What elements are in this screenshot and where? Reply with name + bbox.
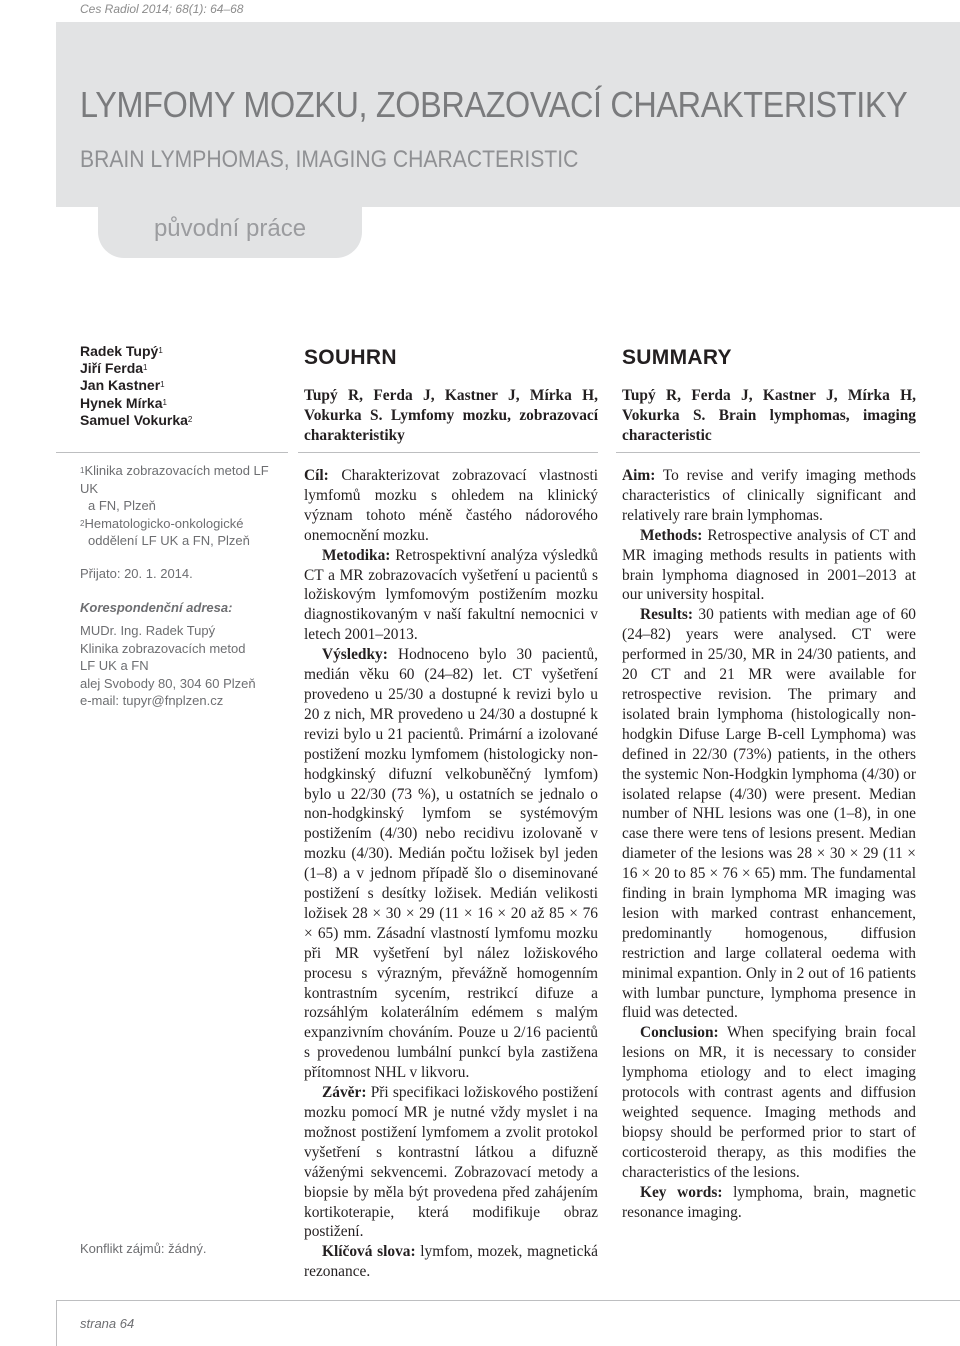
author: Jiří Ferda$^1$ xyxy=(80,360,148,377)
journal-reference: Ces Radiol 2014; 68(1): 64–68 xyxy=(80,2,244,16)
abstract-paragraph: Methods: Retrospective analysis of CT and MR imaging methods results in patients with brain lymphoma diagnosed in 2001–2013 at our university hospital. xyxy=(622,526,916,604)
souhrn-abstract xyxy=(304,466,598,1282)
abstract-paragraph: Výsledky: Hodnoceno bylo 30 pacientů, medián věku 60 (24–82) let. CT vyšetření provedeno u 25/30 a dostupné k revizi bylo u 20 z nich, MR provedeno u 24/30 a dostupné k revizi bylo u 21 pacientů. Primární a izolované postižení mozku lymfomem (histologicky non-hodgkinský difuzní velkobuněčný lymfom) bylo u 22/30 (73 %), u ostatních se jednalo o non-hodgkinský lymfom se systémovým postižením (4/30) nebo recidivu izolovaně v mozku (4/30). Medián počtu ložisek byl jeden (1–8) a v jednom případě šlo o diseminované postižení s desítky ložisek. Medián velikosti ložisek 28 × 30 × 29 (11 × 16 × 20 až 85 × 76 × 65) mm. Zásadní vlastností lymfomu mozku při MR vyšetření byl nález ložiskového procesu s výrazným, převážně homogenním kontrastním sycením, restrikcí difuze a rozsáhlým kolaterálním edémem s malým expanzivním chováním. Pouze u 2/16 pacientů s provedenou lumbální punkcí byla zastižena přítomnost NHL v likvoru. xyxy=(304,646,598,1082)
author-list xyxy=(80,343,192,429)
author: Jan Kastner$^1$ xyxy=(80,377,165,394)
page-number: strana 64 xyxy=(80,1316,135,1331)
correspondence-address: MUDr. Ing. Radek Tupý Klinika zobrazovacích metod LF UK a FN alej Svobody 80, 304 60 Plzeň e-mail: tupyr@fnplzen.cz xyxy=(80,623,256,708)
abstract-paragraph: Conclusion: When specifying brain focal lesions on MR, it is necessary to consider lymphoma etiology and to elect imaging protocols with contrast agents and diffusion weighted sequence. Imaging methods and biopsy should be performed prior to start of corticosteroid therapy, as this modifies the characteristics of the lesions. xyxy=(622,1024,916,1181)
divider xyxy=(616,452,920,453)
affiliation-line: a FN, Plzeň xyxy=(88,498,156,513)
abstract-paragraph: Závěr: Při specifikaci ložiskového postižení mozku pomocí MR je nutné vždy myslet i na možnost postižení lymfomem a zvolit protokol vyšetření s kontrastní látkou a difuzně váženými sekvencemi. Zobrazovací metody a biopsie by měla být provedena před zahájením kortikoterapie, která modifikuje obraz postižení. xyxy=(304,1084,598,1241)
footer-divider xyxy=(56,1300,960,1301)
abstract-paragraph: Metodika: Retrospektivní analýza výsledků CT a MR zobrazovacích vyšetření u pacientů s ložiskovým lymfomovým postižením mozku diagnostikovaným v naší fakultní nemocnici v letech 2001–2013. xyxy=(304,546,598,644)
author: Radek Tupý$^1$ xyxy=(80,343,163,359)
received-date: Přijato: 20. 1. 2014. xyxy=(80,566,193,581)
souhrn-heading: SOUHRN xyxy=(304,346,397,369)
divider xyxy=(56,452,288,453)
author: Hynek Mírka$^1$ xyxy=(80,394,167,411)
article-type-label: původní práce xyxy=(153,215,307,242)
abstract-paragraph: Key words: lymphoma, brain, magnetic resonance imaging. xyxy=(622,1183,916,1221)
affiliation: $^1$Klinika zobrazovacích metod LF UK xyxy=(80,463,269,496)
abstract-paragraph: Aim: To revise and verify imaging methods characteristics of clinically significant and relatively rare brain lymphomas. xyxy=(622,467,916,524)
summary-abstract xyxy=(622,466,916,1222)
author: Samuel Vokurka$^2$ xyxy=(80,411,193,428)
article-title-english: BRAIN LYMPHOMAS, IMAGING CHARACTERISTIC xyxy=(80,146,579,173)
souhrn-citation: Tupý R, Ferda J, Kastner J, Mírka H, Vokurka S. Lymfomy mozku, zobrazovací charakteristiky xyxy=(304,387,598,444)
abstract-paragraph: Results: 30 patients with median age of 60 (24–82) years were analysed. CT were performed in 25/30, MR in 24/30 patients, and 20 CT and 21 MR were available for retrospective revision. The primary and isolated brain lymphoma (histologically non-hodgkin Difuse Large B-cell Lymphoma) was defined in 22/30 (73%) patients, in the others the systemic Non-Hodgkin lymphoma (4/30) or isolated relapse (4/30) were present. Median number of NHL lesions was one (1–8), in one case there were tens of lesions present. Median diameter of the lesions was 28 × 30 × 29 (11 × 16 × 20 to 85 × 76 × 65) mm. The fundamental finding in brain lymphoma MR imaging was lesion with marked contrast enhancement, predominantly homogenous, diffusion restriction and large collateral oedema with minimal expantion. Only in 2 out of 16 patients with lumbar puncture, lymphoma presence in fluid was detected. xyxy=(622,606,916,1022)
conflict-of-interest: Konflikt zájmů: žádný. xyxy=(80,1241,207,1256)
footer-divider xyxy=(56,1300,57,1346)
summary-citation: Tupý R, Ferda J, Kastner J, Mírka H, Vokurka S. Brain lymphomas, imaging characteristic xyxy=(622,387,916,444)
email-link[interactable]: e-mail: tupyr@fnplzen.cz xyxy=(80,693,224,708)
summary-heading: SUMMARY xyxy=(622,346,732,369)
affiliation-line: oddělení LF UK a FN, Plzeň xyxy=(88,533,250,548)
affiliations xyxy=(80,462,290,550)
affiliation: $^2$Hematologicko-onkologické xyxy=(80,515,244,531)
correspondence-heading: Korespondenční adresa: xyxy=(80,600,233,615)
abstract-paragraph: Cíl: Charakterizovat zobrazovací vlastnosti lymfomů mozku s ohledem na klinický význam tohoto méně častého nádorového onemocnění mozku. xyxy=(304,467,598,544)
abstract-paragraph: Klíčová slova: lymfom, mozek, magnetická rezonance. xyxy=(304,1243,598,1281)
divider xyxy=(298,452,598,453)
article-title-czech: LYMFOMY MOZKU, ZOBRAZOVACÍ CHARAKTERISTIKY xyxy=(80,84,908,125)
